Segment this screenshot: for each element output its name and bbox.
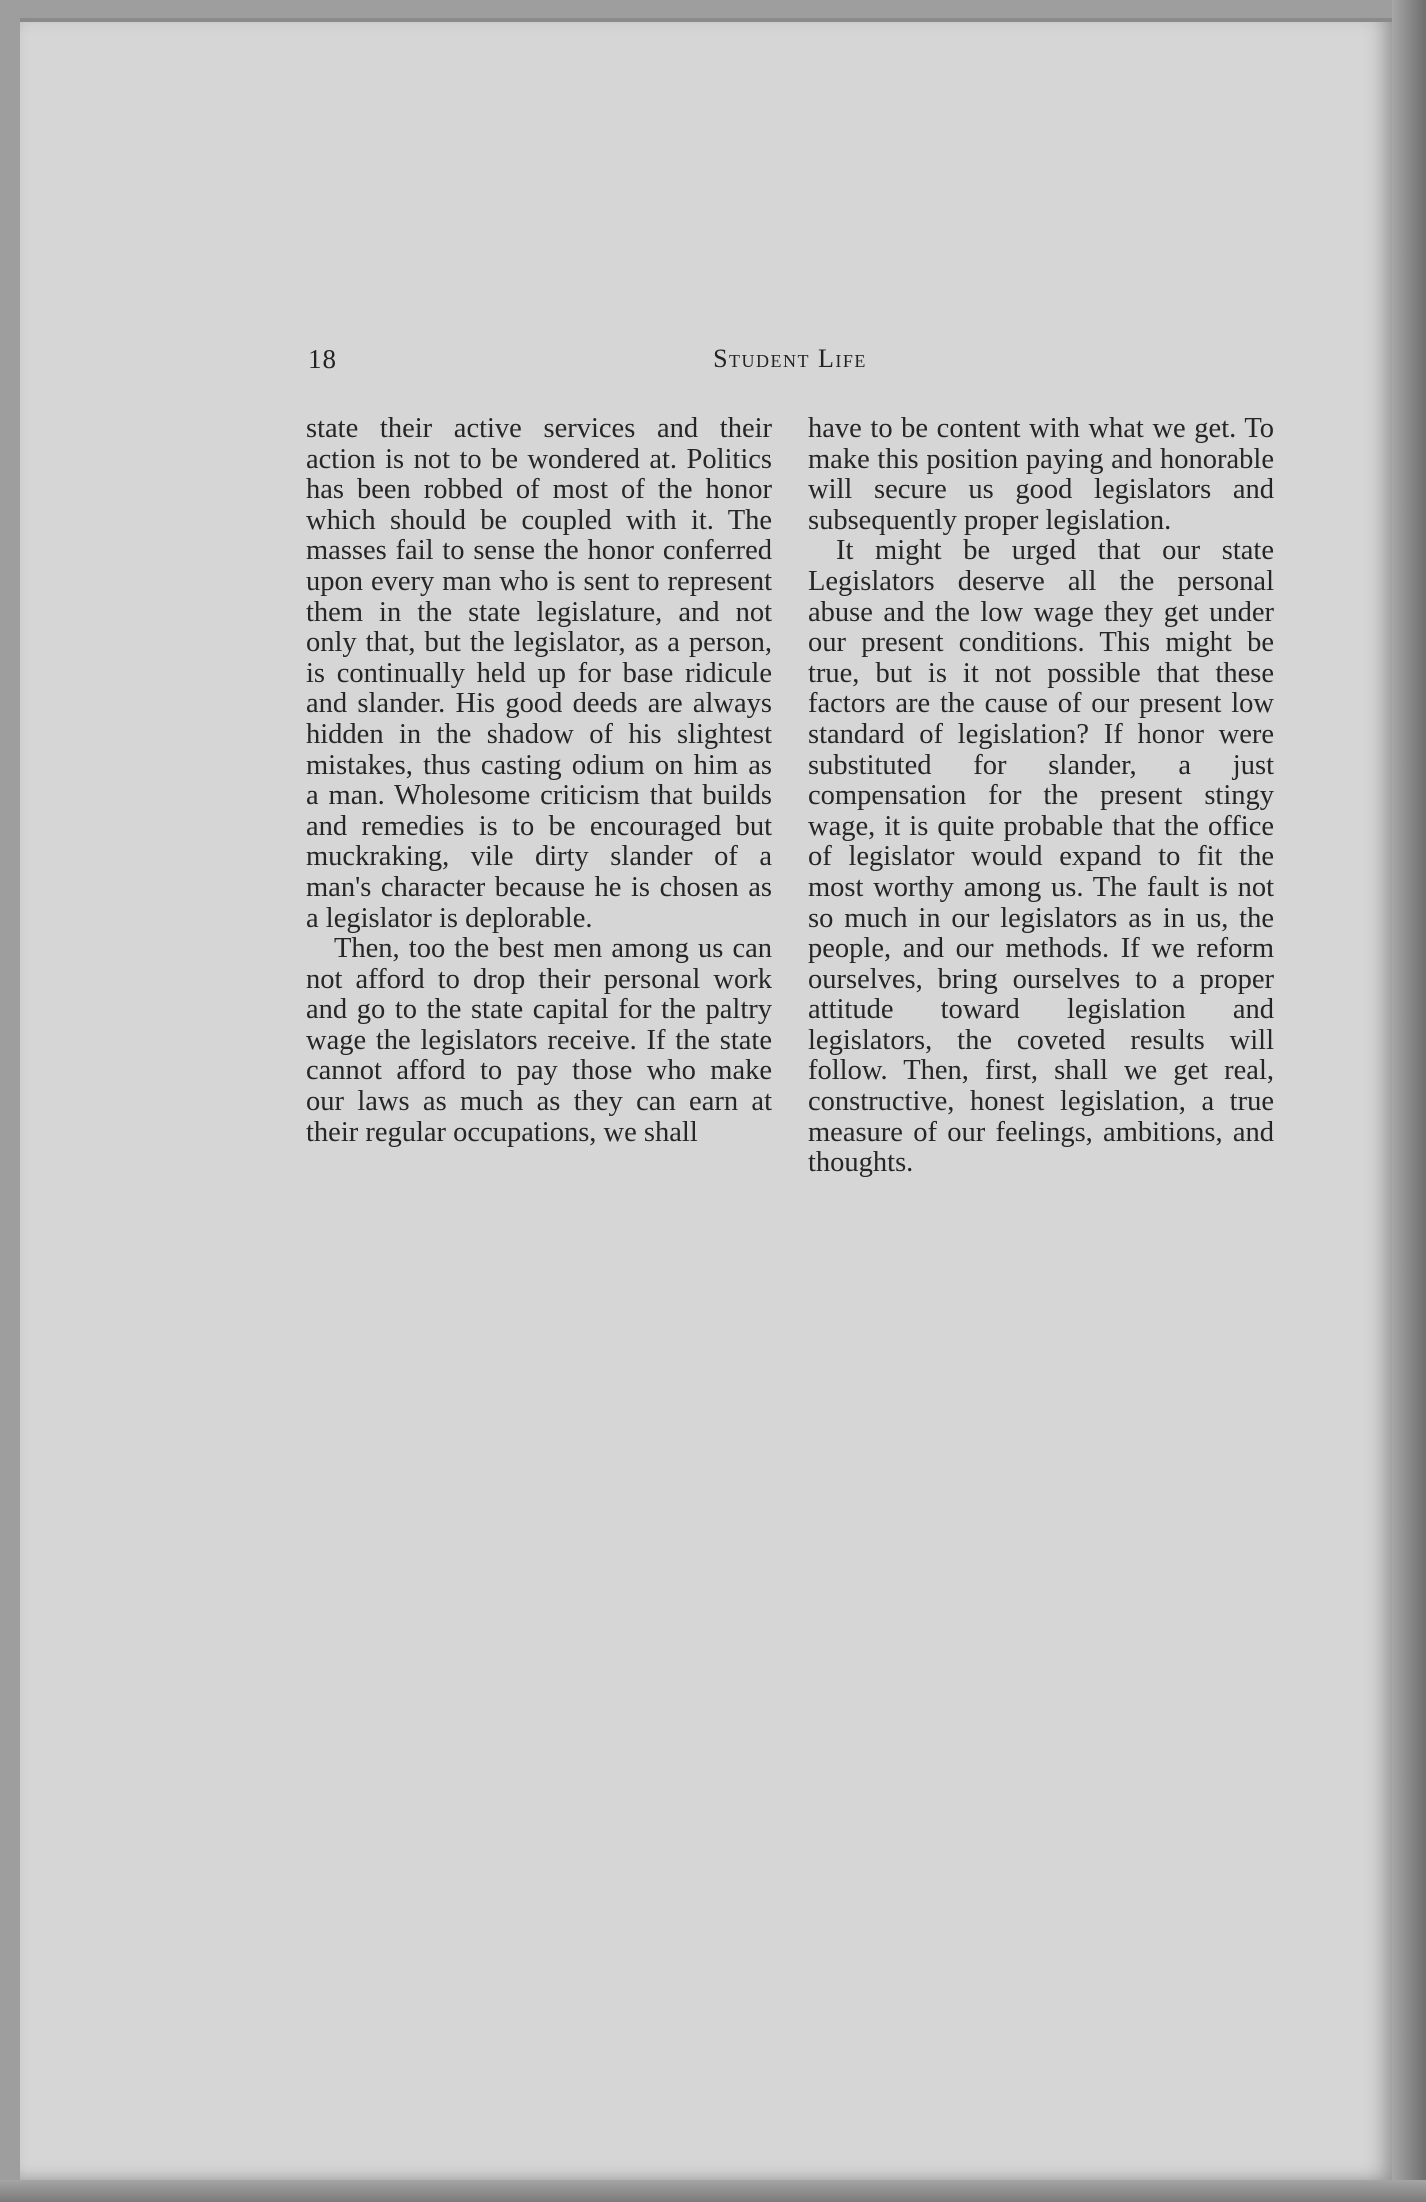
right-column	[808, 414, 1274, 1179]
article-body	[306, 414, 1274, 1374]
left-paragraph-1: state their active services and their action is not to be wondered at. Politics has been robbed of most of the honor which should be coupled with it. The masses fail to sense the honor conferred upon every man who is sent to represent them in the state legislature, and not only that, but the legislator, as a person, is continually held up for base ridicule and slander. His good deeds are always hidden in the shadow of his slightest mistakes, thus casting odium on him as a man. Wholesome criticism that builds and remedies is to be encouraged but muckraking, vile dirty slander of a man's character because he is chosen as a legislator is deplorable.	[306, 413, 772, 934]
left-column	[306, 414, 772, 1148]
left-paragraph-2: Then, too the best men among us can not afford to drop their personal work and go to the state capital for the paltry wage the legislators receive. If the state cannot afford to pay those who make our laws as much as they can earn at their regular occupations, we shall	[306, 933, 772, 1148]
running-head	[308, 344, 1272, 380]
page-number: 18	[308, 344, 337, 374]
page-bottom-shadow	[0, 2180, 1426, 2202]
right-paragraph-2: It might be urged that our state Legislators deserve all the personal abuse and the low wage they get under our present conditions. This might be true, but is it not possible that these factors are the cause of our present low standard of legislation? If honor were substituted for slander, a just compensation for the present stingy wage, it is quite probable that the office of legislator would expand to fit the most worthy among us. The fault is not so much in our legislators as in us, the people, and our methods. If we reform ourselves, bring ourselves to a proper attitude toward legislation and legislators, the coveted results will follow. Then, first, shall we get real, constructive, honest legislation, a true measure of our feelings, ambitions, and thoughts.	[808, 535, 1274, 1179]
journal-title: Student Life	[713, 344, 867, 373]
right-paragraph-1: have to be content with what we get. To make this position paying and honorable will secure us good legislators and subsequently proper legislation.	[808, 413, 1274, 536]
page-right-shadow	[1392, 0, 1426, 2202]
